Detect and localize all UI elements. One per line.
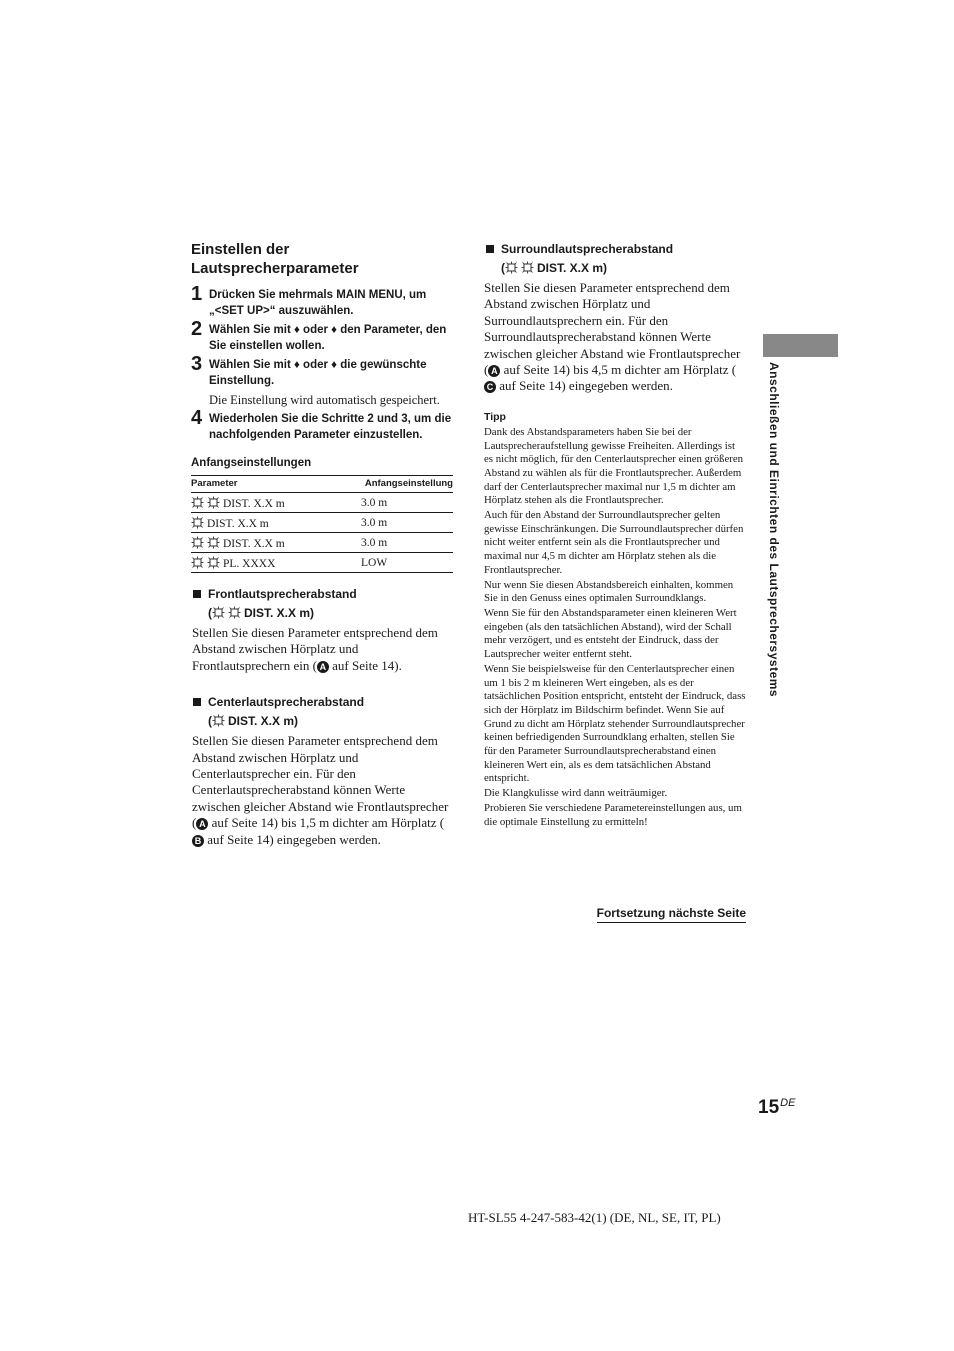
speaker-front-left-icon (191, 496, 204, 509)
tip-list (484, 426, 746, 829)
param-label: DIST. X.X m (223, 538, 285, 550)
speaker-surround-right-icon (521, 261, 534, 274)
table-header: Parameter (191, 476, 357, 493)
table-cell-param (191, 493, 357, 513)
table-cell-value: LOW (357, 553, 453, 573)
continue-next-page: Fortsetzung nächste Seite (597, 906, 746, 923)
table-header-row (191, 476, 453, 493)
speaker-front-right-icon (207, 496, 220, 509)
tip-paragraph: Wenn Sie beispielsweise für den Centerlautsprecher einen um 1 bis 2 m kleineren Wert eingeben, als es der tatsächlichen Position entspricht, entsteht der Eindruck, dass sich der Hörplatz im Bildschirm befindet. Wenn Sie auf Grund zu dicht am Hörplatz stehender Surroundlautsprecher keinen befriedigenden Surroundklang erhalten, stellen Sie für den Parameter Surroundlautsprecherabstand einen kleineren Wert ein, als es dem tatsächlichen Abstand entspricht. (484, 662, 746, 785)
table-header: Anfangseinstellung (357, 476, 453, 493)
subsection-title: Centerlautsprecherabstand (208, 695, 365, 710)
tip-title: Tipp (484, 410, 506, 423)
step-text: Wählen Sie mit ♦ oder ♦ die gewünschte Einstellung. (209, 359, 427, 387)
speaker-surround-left-icon (191, 556, 204, 569)
step-text: Wiederholen Sie die Schritte 2 und 3, um die nachfolgenden Parameter einzustellen. (209, 413, 452, 441)
subsection-title: Surroundlautsprecherabstand (501, 242, 674, 256)
step-number: 4 (191, 407, 203, 429)
settings-table (191, 475, 453, 573)
step-text: Drücken Sie mehrmals MAIN MENU, um „<SET UP>“ auszuwählen. (209, 289, 427, 317)
table-cell-param (191, 533, 357, 553)
tip-paragraph: Nur wenn Sie diesen Abstandsbereich einhalten, kommen Sie in den Genuss eines optimalen Surroundklangs. (484, 578, 734, 605)
subsection-sub: DIST. X.X m) (228, 714, 299, 729)
step-2 (191, 318, 453, 354)
ref-a-badge: A (488, 365, 500, 377)
side-chapter-label: Anschließen und Einrichten des Lautsprechersystems (767, 362, 781, 698)
ref-a-badge: A (196, 818, 208, 830)
body-text: Stellen Sie diesen Parameter entsprechend dem Abstand zwischen Hörplatz und Surroundlautsprechern ein. Für den Surroundlautsprecherabstand können Werte zwischen gleicher Abstand wie Frontlautsprecher ( A auf Seite 14) bis 4,5 m dichter am Hörplatz (C auf Seite 14) eingegeben werden. (484, 280, 741, 394)
tip-paragraph: Probieren Sie verschiedene Parametereinstellungen aus, um die optimale Einstellung zu ermitteln! (484, 801, 742, 828)
front-distance-section: Frontlautsprecherabstand ( DIST. X.X m) Stellen Sie diesen Parameter entsprechend dem Abstand zwischen Hörplatz und Frontlautsprechern ein ( A auf Seite 14). (191, 585, 453, 674)
step-text: Wählen Sie mit ♦ oder ♦ den Parameter, den Sie einstellen wollen. (209, 324, 447, 352)
speaker-front-right-icon (228, 606, 241, 619)
step-3 (191, 353, 453, 408)
speaker-surround-left-icon (505, 261, 518, 274)
bullet-square-icon (193, 698, 201, 706)
table-row (191, 533, 453, 553)
table-row (191, 493, 453, 513)
step-1 (191, 283, 453, 319)
param-label: DIST. X.X m (207, 518, 269, 530)
subsection-title: Frontlautsprecherabstand (208, 587, 357, 601)
center-distance-section: Centerlautsprecherabstand ( DIST. X.X m) Stellen Sie diesen Parameter entsprechend dem Abstand zwischen Hörplatz und Centerlautsprecher ein. Für den Centerlautsprecherabstand können Werte zwischen gleicher Abstand wie Frontlautsprecher ( A auf Seite 14) bis 1,5 m dichter am Hörplatz (B auf Seite 14) eingegeben werden. (191, 693, 453, 848)
speaker-center-icon (212, 714, 225, 727)
step-4 (191, 407, 453, 443)
speaker-front-left-icon (212, 606, 225, 619)
bullet-square-icon (486, 245, 494, 253)
step-number: 2 (191, 318, 203, 340)
table-row (191, 553, 453, 573)
section-title: Einstellen der Lautsprecherparameter (191, 241, 359, 277)
speaker-center-icon (191, 516, 204, 529)
footer-model-code: HT-SL55 4-247-583-42(1) (DE, NL, SE, IT, PL) (468, 1210, 721, 1225)
ref-b-badge: B (192, 835, 204, 847)
tip-paragraph: Auch für den Abstand der Surroundlautsprecher gelten gewisse Einschränkungen. Die Surroundlautsprecher dürfen nicht weiter entfernt sein als die Frontlautsprecher und maximal nur 4,5 m dichter am Hörplatz stehen als die Frontlautsprecher. (484, 509, 744, 576)
step-number: 1 (191, 283, 203, 305)
speaker-surround-left-icon (191, 536, 204, 549)
subsection-sub: DIST. X.X m) (537, 261, 608, 275)
left-column (191, 240, 453, 848)
table-cell-param (191, 513, 357, 533)
step-note: Die Einstellung wird automatisch gespeichert. (209, 393, 440, 407)
subsection-sub: DIST. X.X m) (244, 606, 315, 620)
page-number: 15DE (758, 1097, 796, 1118)
surround-distance-section: Surroundlautsprecherabstand ( DIST. X.X m) Stellen Sie diesen Parameter entsprechend dem Abstand zwischen Hörplatz und Surroundlautsprechern ein. Für den Surroundlautsprecherabstand können Werte zwischen gleicher Abstand wie Frontlautsprecher ( A auf Seite 14) bis 4,5 m dichter am Hörplatz (C auf Seite 14) eingegeben werden. (484, 240, 746, 395)
speaker-surround-right-icon (207, 556, 220, 569)
bullet-square-icon (193, 590, 201, 598)
step-number: 3 (191, 353, 203, 375)
table-title: Anfangseinstellungen (191, 457, 312, 469)
table-cell-param (191, 553, 357, 573)
page-lang: DE (780, 1097, 796, 1109)
param-label: PL. XXXX (223, 558, 276, 570)
tip-paragraph: Dank des Abstandsparameters haben Sie bei der Lautsprecheraufstellung gewisse Freiheiten. Allerdings ist es nicht möglich, für den Centerlautsprecher einen größeren Abstand zu wählen als für die Frontlautsprecher. Außerdem darf der Centerlautsprecher maximal nur 1,5 m dichter am Hörplatz stehen als die Frontlautsprecher. (484, 425, 744, 507)
table-row (191, 513, 453, 533)
table-cell-value: 3.0 m (357, 533, 453, 553)
section-tab-marker (763, 334, 838, 357)
param-label: DIST. X.X m (223, 498, 285, 510)
right-column (484, 240, 746, 830)
table-cell-value: 3.0 m (357, 513, 453, 533)
body-text: Stellen Sie diesen Parameter entsprechend dem Abstand zwischen Hörplatz und Frontlautsprechern ein ( A auf Seite 14). (192, 625, 438, 673)
tip-paragraph: Die Klangkulisse wird dann weiträumiger. (484, 787, 668, 800)
body-text: Stellen Sie diesen Parameter entsprechend dem Abstand zwischen Hörplatz und Centerlautsprecher ein. Für den Centerlautsprecherabstand können Werte zwischen gleicher Abstand wie Frontlautsprecher ( A auf Seite 14) bis 1,5 m dichter am Hörplatz (B auf Seite 14) eingegeben werden. (192, 733, 449, 847)
speaker-surround-right-icon (207, 536, 220, 549)
ref-c-badge: C (484, 381, 496, 393)
tip-paragraph: Wenn Sie für den Abstandsparameter einen kleineren Wert eingeben (als den tatsächlichen Abstand), wird der Schall mehr verzögert, und es entsteht der Eindruck, dass der Lautsprecher weiter entfernt steht. (484, 606, 737, 661)
table-cell-value: 3.0 m (357, 493, 453, 513)
ref-a-badge: A (317, 661, 329, 673)
